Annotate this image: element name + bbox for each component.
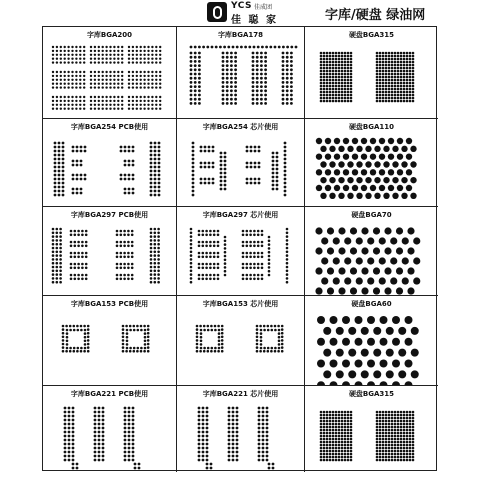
bga110-pattern-icon bbox=[305, 119, 438, 207]
bga153-pcb-pattern-icon bbox=[43, 296, 177, 386]
brand-logo-icon bbox=[207, 2, 227, 22]
bga60-pattern-icon bbox=[305, 296, 438, 386]
bga254-chip-pattern-icon bbox=[177, 119, 305, 207]
stencil-grid bbox=[42, 26, 437, 471]
stencil-cell bbox=[177, 119, 305, 207]
sheet-title: 字库/硬盘 绿油网 bbox=[325, 8, 426, 23]
bga200-pattern-icon bbox=[43, 27, 177, 119]
brand-group: 佳成团 bbox=[254, 4, 273, 11]
stencil-cell bbox=[177, 386, 305, 472]
stencil-cell bbox=[43, 296, 177, 386]
stencil-cell bbox=[177, 296, 305, 386]
cell-label: 硬盘BGA70 bbox=[351, 211, 392, 219]
bga178-pattern-icon bbox=[177, 27, 305, 119]
cell-label: 字库BGA221 芯片使用 bbox=[202, 390, 279, 398]
stencil-cell bbox=[43, 207, 177, 296]
cell-label: 字库BGA153 PCB使用 bbox=[70, 300, 149, 308]
stencil-cell bbox=[43, 119, 177, 207]
cell-label: 字库BGA254 PCB使用 bbox=[70, 123, 149, 131]
cell-label: 字库BGA178 bbox=[217, 31, 264, 39]
bga297-pcb-pattern-icon bbox=[43, 207, 177, 296]
cell-label: 字库BGA254 芯片使用 bbox=[202, 123, 279, 131]
stencil-cell bbox=[177, 27, 305, 119]
cell-label: 字库BGA153 芯片使用 bbox=[202, 300, 279, 308]
cell-label: 硬盘BGA315 bbox=[348, 31, 395, 39]
brand-code: YCS bbox=[231, 1, 252, 11]
stencil-cell bbox=[177, 207, 305, 296]
stencil-cell bbox=[305, 207, 438, 296]
bga315-pattern-icon bbox=[305, 27, 438, 119]
brand-name: 佳 聪 家 bbox=[231, 15, 278, 26]
cell-label: 字库BGA297 PCB使用 bbox=[70, 211, 149, 219]
bga70-pattern-icon bbox=[305, 207, 438, 296]
cell-label: 字库BGA200 bbox=[86, 31, 133, 39]
stencil-cell bbox=[43, 386, 177, 472]
bga297-chip-pattern-icon bbox=[177, 207, 305, 296]
stencil-cell bbox=[305, 296, 438, 386]
cell-label: 字库BGA297 芯片使用 bbox=[202, 211, 279, 219]
header bbox=[0, 0, 480, 26]
stencil-cell bbox=[305, 119, 438, 207]
bga153-chip-pattern-icon bbox=[177, 296, 305, 386]
cell-label: 硬盘BGA60 bbox=[351, 300, 392, 308]
stencil-cell bbox=[43, 27, 177, 119]
cell-label: 硬盘BGA315 bbox=[348, 390, 395, 398]
cell-label: 字库BGA221 PCB使用 bbox=[70, 390, 149, 398]
stencil-cell bbox=[305, 27, 438, 119]
cell-label: 硬盘BGA110 bbox=[348, 123, 395, 131]
bga254-pcb-pattern-icon bbox=[43, 119, 177, 207]
stencil-cell bbox=[305, 386, 438, 472]
